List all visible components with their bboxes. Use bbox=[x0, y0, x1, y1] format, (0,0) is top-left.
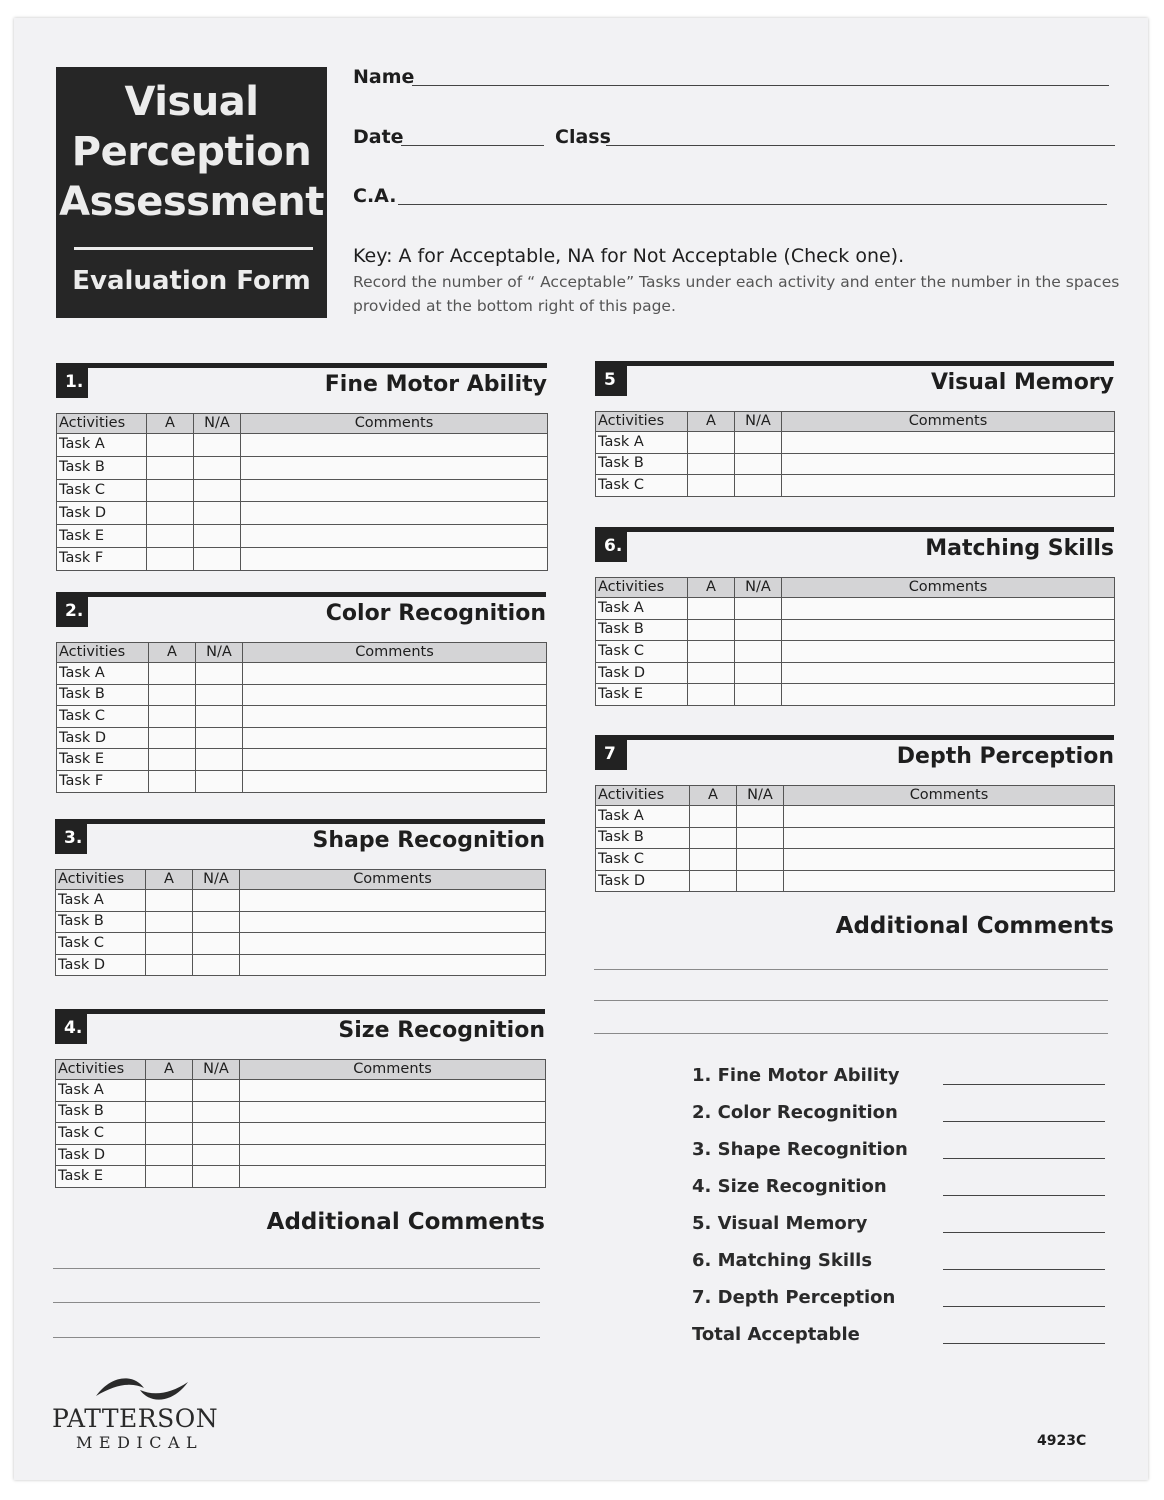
task-label: Task A bbox=[57, 434, 147, 457]
activities-table bbox=[55, 1059, 546, 1188]
not-acceptable-header: N/A bbox=[193, 870, 240, 890]
not-acceptable-cell[interactable] bbox=[193, 1123, 240, 1145]
comments-cell[interactable] bbox=[784, 827, 1115, 849]
table-row bbox=[596, 870, 1115, 892]
task-label: Task D bbox=[57, 502, 147, 525]
comments-cell[interactable] bbox=[241, 456, 548, 479]
comments-cell[interactable] bbox=[782, 641, 1115, 663]
acceptable-header: A bbox=[149, 643, 196, 663]
date-label: Date bbox=[353, 126, 404, 148]
section-number: 5 bbox=[595, 364, 627, 396]
table-row bbox=[57, 479, 548, 502]
summary-score-field[interactable] bbox=[943, 1084, 1105, 1085]
acceptable-header: A bbox=[147, 414, 194, 434]
section-number: 7 bbox=[595, 738, 627, 770]
table-row bbox=[57, 456, 548, 479]
acceptable-cell[interactable] bbox=[690, 870, 737, 892]
acceptable-cell[interactable] bbox=[146, 933, 193, 955]
comments-cell[interactable] bbox=[240, 1080, 546, 1102]
section-bar bbox=[55, 819, 545, 824]
summary-label: 7. Depth Perception bbox=[692, 1287, 896, 1308]
acceptable-header: A bbox=[688, 412, 735, 432]
not-acceptable-cell[interactable] bbox=[735, 475, 782, 497]
not-acceptable-cell[interactable] bbox=[737, 827, 784, 849]
task-label: Task C bbox=[596, 475, 688, 497]
acceptable-cell[interactable] bbox=[690, 806, 737, 828]
summary-score-field[interactable] bbox=[943, 1343, 1105, 1344]
activities-table bbox=[56, 642, 547, 793]
comments-cell[interactable] bbox=[240, 1144, 546, 1166]
comments-cell[interactable] bbox=[782, 684, 1115, 706]
table-row bbox=[57, 663, 547, 685]
acceptable-cell[interactable] bbox=[147, 456, 194, 479]
not-acceptable-cell[interactable] bbox=[193, 933, 240, 955]
acceptable-cell[interactable] bbox=[688, 641, 735, 663]
activities-table bbox=[56, 413, 548, 571]
table-header-row bbox=[596, 578, 1115, 598]
section-bar bbox=[56, 592, 546, 597]
not-acceptable-cell[interactable] bbox=[737, 849, 784, 871]
key-instructions-1: Record the number of “ Acceptable” Tasks under each activity and enter the number in the spaces bbox=[353, 273, 1120, 291]
not-acceptable-cell[interactable] bbox=[193, 1166, 240, 1188]
not-acceptable-cell[interactable] bbox=[196, 749, 243, 771]
table-row bbox=[56, 1144, 546, 1166]
activities-header: Activities bbox=[56, 1060, 146, 1080]
section-number: 2. bbox=[56, 595, 88, 627]
section-number: 4. bbox=[55, 1012, 87, 1044]
comment-line[interactable] bbox=[594, 1000, 1108, 1001]
section-bar bbox=[595, 361, 1114, 366]
acceptable-cell[interactable] bbox=[146, 890, 193, 912]
section-bar bbox=[595, 527, 1114, 532]
not-acceptable-cell[interactable] bbox=[196, 770, 243, 792]
task-label: Task C bbox=[596, 849, 690, 871]
summary-label: Total Acceptable bbox=[692, 1324, 860, 1345]
activities-table bbox=[595, 785, 1115, 892]
acceptable-cell[interactable] bbox=[688, 619, 735, 641]
acceptable-cell[interactable] bbox=[149, 706, 196, 728]
task-label: Task A bbox=[596, 806, 690, 828]
ca-field[interactable] bbox=[398, 204, 1107, 205]
title-divider bbox=[74, 247, 313, 250]
acceptable-cell[interactable] bbox=[688, 684, 735, 706]
table-row bbox=[596, 662, 1115, 684]
summary-score-field[interactable] bbox=[943, 1195, 1105, 1196]
not-acceptable-header: N/A bbox=[194, 414, 241, 434]
activities-header: Activities bbox=[596, 786, 690, 806]
acceptable-cell[interactable] bbox=[146, 911, 193, 933]
comments-cell[interactable] bbox=[782, 662, 1115, 684]
task-label: Task D bbox=[596, 662, 688, 684]
comments-cell[interactable] bbox=[240, 1101, 546, 1123]
task-label: Task B bbox=[56, 1101, 146, 1123]
not-acceptable-cell[interactable] bbox=[193, 1144, 240, 1166]
comments-header: Comments bbox=[243, 643, 547, 663]
task-label: Task A bbox=[56, 890, 146, 912]
task-label: Task B bbox=[57, 684, 149, 706]
not-acceptable-cell[interactable] bbox=[194, 479, 241, 502]
acceptable-cell[interactable] bbox=[147, 434, 194, 457]
comments-cell[interactable] bbox=[241, 502, 548, 525]
not-acceptable-cell[interactable] bbox=[735, 684, 782, 706]
task-label: Task C bbox=[56, 1123, 146, 1145]
comments-cell[interactable] bbox=[241, 434, 548, 457]
class-field[interactable] bbox=[606, 145, 1115, 146]
activities-header: Activities bbox=[596, 578, 688, 598]
key-instructions-2: provided at the bottom right of this page. bbox=[353, 297, 676, 315]
table-row bbox=[596, 619, 1115, 641]
comments-cell[interactable] bbox=[784, 806, 1115, 828]
table-row bbox=[57, 749, 547, 771]
table-row bbox=[57, 770, 547, 792]
not-acceptable-cell[interactable] bbox=[193, 1080, 240, 1102]
task-label: Task B bbox=[57, 456, 147, 479]
not-acceptable-cell[interactable] bbox=[194, 547, 241, 570]
title-block bbox=[56, 67, 327, 318]
summary-label: 1. Fine Motor Ability bbox=[692, 1065, 900, 1086]
table-row bbox=[57, 434, 548, 457]
not-acceptable-cell[interactable] bbox=[737, 806, 784, 828]
table-row bbox=[596, 827, 1115, 849]
acceptable-cell[interactable] bbox=[149, 663, 196, 685]
task-label: Task E bbox=[56, 1166, 146, 1188]
activities-header: Activities bbox=[596, 412, 688, 432]
table-row bbox=[56, 911, 546, 933]
patterson-logo-icon bbox=[92, 1372, 192, 1406]
acceptable-header: A bbox=[146, 870, 193, 890]
acceptable-cell[interactable] bbox=[149, 749, 196, 771]
comments-cell[interactable] bbox=[782, 453, 1115, 475]
summary-score-field[interactable] bbox=[943, 1232, 1105, 1233]
not-acceptable-cell[interactable] bbox=[735, 598, 782, 620]
table-row bbox=[56, 1101, 546, 1123]
acceptable-cell[interactable] bbox=[688, 475, 735, 497]
summary-score-field[interactable] bbox=[943, 1158, 1105, 1159]
form-code: 4923C bbox=[1037, 1433, 1087, 1449]
table-row bbox=[596, 806, 1115, 828]
logo-wordmark: PATTERSON bbox=[52, 1404, 219, 1433]
summary-label: 2. Color Recognition bbox=[692, 1102, 898, 1123]
comments-cell[interactable] bbox=[782, 432, 1115, 454]
title-line-2: Perception bbox=[71, 129, 312, 175]
ca-label: C.A. bbox=[353, 185, 397, 207]
acceptable-cell[interactable] bbox=[690, 827, 737, 849]
summary-label: 4. Size Recognition bbox=[692, 1176, 887, 1197]
class-label: Class bbox=[555, 126, 611, 148]
acceptable-cell[interactable] bbox=[149, 684, 196, 706]
not-acceptable-cell[interactable] bbox=[737, 870, 784, 892]
additional-comments-title-right: Additional Comments bbox=[835, 913, 1114, 939]
table-row bbox=[57, 502, 548, 525]
activities-header: Activities bbox=[56, 870, 146, 890]
acceptable-cell[interactable] bbox=[688, 662, 735, 684]
acceptable-header: A bbox=[690, 786, 737, 806]
activities-header: Activities bbox=[57, 643, 149, 663]
table-row bbox=[57, 525, 548, 548]
not-acceptable-header: N/A bbox=[193, 1060, 240, 1080]
activities-table bbox=[55, 869, 546, 976]
table-row bbox=[56, 933, 546, 955]
not-acceptable-cell[interactable] bbox=[193, 954, 240, 976]
task-label: Task D bbox=[56, 954, 146, 976]
table-row bbox=[596, 453, 1115, 475]
table-row bbox=[57, 706, 547, 728]
task-label: Task E bbox=[596, 684, 688, 706]
table-header-row bbox=[56, 1060, 546, 1080]
comments-cell[interactable] bbox=[784, 870, 1115, 892]
comments-cell[interactable] bbox=[240, 954, 546, 976]
table-header-row bbox=[57, 643, 547, 663]
acceptable-cell[interactable] bbox=[146, 954, 193, 976]
name-label: Name bbox=[353, 66, 415, 88]
acceptable-cell[interactable] bbox=[146, 1166, 193, 1188]
summary-score-field[interactable] bbox=[943, 1121, 1105, 1122]
not-acceptable-header: N/A bbox=[196, 643, 243, 663]
acceptable-header: A bbox=[146, 1060, 193, 1080]
section-title: Size Recognition bbox=[338, 1018, 545, 1043]
acceptable-cell[interactable] bbox=[149, 770, 196, 792]
table-row bbox=[596, 684, 1115, 706]
section-number: 1. bbox=[56, 366, 88, 398]
task-label: Task C bbox=[56, 933, 146, 955]
key-text: Key: A for Acceptable, NA for Not Acceptable (Check one). bbox=[353, 245, 905, 267]
task-label: Task B bbox=[596, 453, 688, 475]
comment-line[interactable] bbox=[53, 1302, 540, 1303]
acceptable-cell[interactable] bbox=[146, 1080, 193, 1102]
table-header-row bbox=[57, 414, 548, 434]
task-label: Task F bbox=[57, 770, 149, 792]
not-acceptable-cell[interactable] bbox=[735, 432, 782, 454]
acceptable-cell[interactable] bbox=[149, 727, 196, 749]
comments-header: Comments bbox=[240, 1060, 546, 1080]
additional-comments-title-left: Additional Comments bbox=[266, 1209, 545, 1235]
comments-header: Comments bbox=[241, 414, 548, 434]
not-acceptable-cell[interactable] bbox=[194, 434, 241, 457]
comments-header: Comments bbox=[784, 786, 1115, 806]
not-acceptable-cell[interactable] bbox=[196, 727, 243, 749]
section-bar bbox=[595, 735, 1114, 740]
table-row bbox=[596, 475, 1115, 497]
not-acceptable-header: N/A bbox=[737, 786, 784, 806]
comment-line[interactable] bbox=[53, 1268, 540, 1269]
comments-cell[interactable] bbox=[243, 770, 547, 792]
section-number: 3. bbox=[55, 822, 87, 854]
table-row bbox=[56, 1123, 546, 1145]
activities-header: Activities bbox=[57, 414, 147, 434]
acceptable-cell[interactable] bbox=[146, 1101, 193, 1123]
section-title: Visual Memory bbox=[930, 370, 1114, 395]
table-row bbox=[56, 954, 546, 976]
name-field[interactable] bbox=[412, 85, 1109, 86]
task-label: Task C bbox=[57, 479, 147, 502]
comments-cell[interactable] bbox=[240, 933, 546, 955]
table-row bbox=[596, 849, 1115, 871]
activities-table bbox=[595, 411, 1115, 497]
task-label: Task D bbox=[596, 870, 690, 892]
acceptable-cell[interactable] bbox=[147, 502, 194, 525]
task-label: Task A bbox=[596, 598, 688, 620]
comment-line[interactable] bbox=[594, 1033, 1108, 1034]
task-label: Task B bbox=[596, 827, 690, 849]
not-acceptable-header: N/A bbox=[735, 412, 782, 432]
comments-cell[interactable] bbox=[243, 749, 547, 771]
not-acceptable-cell[interactable] bbox=[193, 890, 240, 912]
not-acceptable-cell[interactable] bbox=[194, 502, 241, 525]
section-number: 6. bbox=[595, 530, 627, 562]
task-label: Task F bbox=[57, 547, 147, 570]
table-row bbox=[57, 684, 547, 706]
date-field[interactable] bbox=[401, 145, 544, 146]
task-label: Task A bbox=[56, 1080, 146, 1102]
not-acceptable-cell[interactable] bbox=[735, 619, 782, 641]
not-acceptable-cell[interactable] bbox=[193, 1101, 240, 1123]
not-acceptable-cell[interactable] bbox=[194, 525, 241, 548]
comments-cell[interactable] bbox=[243, 727, 547, 749]
comments-cell[interactable] bbox=[241, 525, 548, 548]
table-row bbox=[57, 547, 548, 570]
title-line-3: Assessment bbox=[59, 179, 324, 225]
not-acceptable-cell[interactable] bbox=[193, 911, 240, 933]
acceptable-cell[interactable] bbox=[147, 547, 194, 570]
comments-cell[interactable] bbox=[240, 911, 546, 933]
comments-header: Comments bbox=[240, 870, 546, 890]
comments-cell[interactable] bbox=[782, 475, 1115, 497]
not-acceptable-cell[interactable] bbox=[196, 684, 243, 706]
summary-label: 5. Visual Memory bbox=[692, 1213, 868, 1234]
table-header-row bbox=[56, 870, 546, 890]
acceptable-cell[interactable] bbox=[688, 432, 735, 454]
not-acceptable-header: N/A bbox=[735, 578, 782, 598]
comments-cell[interactable] bbox=[784, 849, 1115, 871]
section-title: Depth Perception bbox=[896, 744, 1114, 769]
comments-cell[interactable] bbox=[243, 663, 547, 685]
table-header-row bbox=[596, 412, 1115, 432]
task-label: Task A bbox=[596, 432, 688, 454]
table-row bbox=[56, 1166, 546, 1188]
acceptable-cell[interactable] bbox=[146, 1123, 193, 1145]
summary-score-field[interactable] bbox=[943, 1269, 1105, 1270]
section-bar bbox=[55, 1009, 545, 1014]
task-label: Task A bbox=[57, 663, 149, 685]
summary-label: 6. Matching Skills bbox=[692, 1250, 873, 1271]
table-row bbox=[596, 641, 1115, 663]
title-line-1: Visual bbox=[124, 79, 259, 125]
comments-cell[interactable] bbox=[240, 1166, 546, 1188]
summary-label: 3. Shape Recognition bbox=[692, 1139, 908, 1160]
table-header-row bbox=[596, 786, 1115, 806]
not-acceptable-cell[interactable] bbox=[196, 663, 243, 685]
acceptable-cell[interactable] bbox=[147, 479, 194, 502]
task-label: Task C bbox=[57, 706, 149, 728]
section-title: Shape Recognition bbox=[312, 828, 545, 853]
activities-table bbox=[595, 577, 1115, 706]
table-row bbox=[57, 727, 547, 749]
comments-cell[interactable] bbox=[241, 479, 548, 502]
not-acceptable-cell[interactable] bbox=[196, 706, 243, 728]
acceptable-cell[interactable] bbox=[146, 1144, 193, 1166]
not-acceptable-cell[interactable] bbox=[194, 456, 241, 479]
task-label: Task D bbox=[56, 1144, 146, 1166]
logo-subtitle: MEDICAL bbox=[76, 1433, 204, 1452]
task-label: Task E bbox=[57, 525, 147, 548]
comments-header: Comments bbox=[782, 412, 1115, 432]
table-row bbox=[596, 432, 1115, 454]
task-label: Task B bbox=[596, 619, 688, 641]
comments-cell[interactable] bbox=[241, 547, 548, 570]
task-label: Task C bbox=[596, 641, 688, 663]
summary-score-field[interactable] bbox=[943, 1306, 1105, 1307]
comments-cell[interactable] bbox=[782, 598, 1115, 620]
comments-cell[interactable] bbox=[782, 619, 1115, 641]
acceptable-cell[interactable] bbox=[690, 849, 737, 871]
comments-cell[interactable] bbox=[240, 890, 546, 912]
task-label: Task B bbox=[56, 911, 146, 933]
section-title: Color Recognition bbox=[325, 601, 546, 626]
acceptable-cell[interactable] bbox=[688, 598, 735, 620]
acceptable-cell[interactable] bbox=[147, 525, 194, 548]
table-row bbox=[56, 890, 546, 912]
comments-cell[interactable] bbox=[243, 706, 547, 728]
acceptable-cell[interactable] bbox=[688, 453, 735, 475]
table-row bbox=[596, 598, 1115, 620]
comment-line[interactable] bbox=[594, 969, 1108, 970]
comment-line[interactable] bbox=[53, 1337, 540, 1338]
task-label: Task E bbox=[57, 749, 149, 771]
comments-cell[interactable] bbox=[243, 684, 547, 706]
not-acceptable-cell[interactable] bbox=[735, 453, 782, 475]
not-acceptable-cell[interactable] bbox=[735, 641, 782, 663]
section-title: Fine Motor Ability bbox=[324, 372, 547, 397]
comments-cell[interactable] bbox=[240, 1123, 546, 1145]
section-bar bbox=[56, 363, 547, 368]
task-label: Task D bbox=[57, 727, 149, 749]
section-title: Matching Skills bbox=[925, 536, 1114, 561]
table-row bbox=[56, 1080, 546, 1102]
comments-header: Comments bbox=[782, 578, 1115, 598]
not-acceptable-cell[interactable] bbox=[735, 662, 782, 684]
form-subtitle: Evaluation Form bbox=[72, 266, 311, 296]
acceptable-header: A bbox=[688, 578, 735, 598]
